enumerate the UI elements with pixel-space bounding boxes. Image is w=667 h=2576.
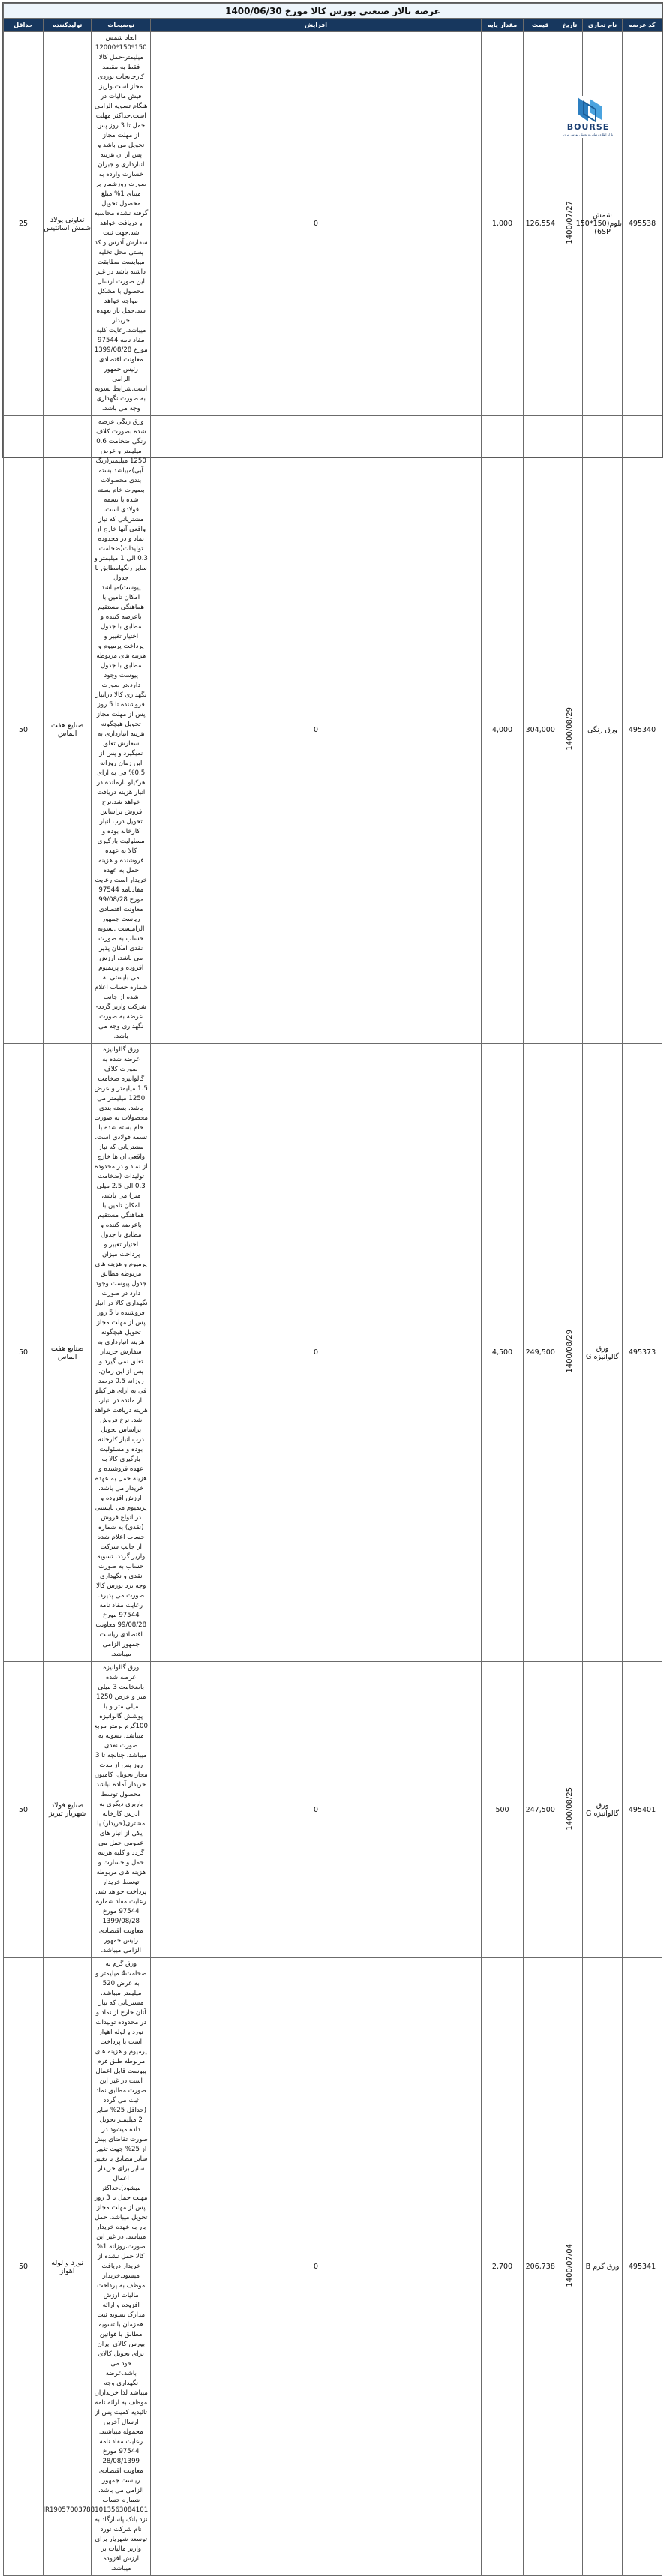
- header-trade-name: نام تجاری: [583, 19, 623, 32]
- table-row: [4, 1662, 662, 1958]
- price: 249,500: [524, 1044, 557, 1662]
- minimum: 50: [4, 1662, 44, 1958]
- header-code: کد عرضه: [623, 19, 662, 32]
- producer: صنایع فولاد شهریار تبریز: [44, 1662, 92, 1958]
- base-qty: 4,500: [481, 1044, 523, 1662]
- date-value: 1400/08/29: [566, 706, 575, 751]
- header-increase: افزایش: [151, 19, 482, 32]
- description: ورق رنگی عرضه شده بصورت کلاف رنگی ضخامت 0.6 میلیمتر و عرض 1250 میلیمتر(رنگ آبی)میباشد.بسته بندی محصولات بصورت خام بسته شده با تسمه فولادی است. مشتریانی که نیاز واقعی آنها خارج از نماد و در محدوده تولیدات(ضخامت 0.3 الی 1 میلیمتر و سایر رنگهامطابق با جدول پیوست)میباشد امکان تامین با هماهنگی مستقیم باعرضه کننده و مطابق با جدول اختیار تغییر و پرداخت پرمیوم و هزینه های مربوطه مطابق با جدول پیوست وجود دارد.در صورت نگهداری کالا درانبار فروشنده تا 5 روز پس از مهلت مجاز تحویل هیچگونه هزینه انبارداری به سفارش تعلق نمیگیرد و پس از این زمان روزانه 0.5% فی به ازای هرکیلو بارمانده در انبار هزینه دریافت خواهد شد.نرخ فروش براساس تحویل درب انبار کارخانه بوده و مسئولیت بارگیری کالا به عهده فروشنده و هزینه حمل به عهده خریدار است.رعایت مفادنامه 97544 مورخ 99/08/28 معاونت اقتصادی ریاست جمهور الزامیست .تسویه حساب به صورت نقدی امکان پذیر می باشد، ارزش افزوده و پریمیوم می بایستی به شماره حساب اعلام شده از جانب شرکت واریز گردد-عرضه به صورت نگهداری وجه می باشد.: [92, 416, 151, 1044]
- date-value: 1400/07/27: [566, 201, 575, 244]
- table-row: [4, 1044, 662, 1662]
- sheet-title-row: [4, 4, 662, 19]
- header-price: قیمت: [524, 19, 557, 32]
- base-qty: 500: [481, 1662, 523, 1958]
- offerings-sheet: [2, 2, 663, 2572]
- date-cell: [557, 1958, 583, 2576]
- description: ابعاد شمش 150*150*12000 میلیمتر-حمل کالا فقط به مقصد کارخانجات نوردی مجاز است.واریز فیش مالیات در هنگام تسویه الزامی است.حداکثر مهلت حمل تا 3 روز پس از مهلت مجاز تحویل می باشد و پس از آن هزینه انبارداری و جبران خسارت وارده به صورت روزشمار بر مبنای 1% مبلغ محصول تحویل گرفته نشده محاسبه و دریافت خواهد شد.جهت ثبت سفارش آدرس و کد پستی محل تخلیه میبایست مطابقت داشته باشد در غیر این صورت ارسال محصول با مشکل مواجه خواهد شد.حمل بار بعهده خریدار میباشد.رعایت کلیه مفاد نامه 97544 مورخ 1399/08/28 معاونت اقتصادی رئیس جمهور الزامی است.شرایط تسویه به صورت نگهداری وجه می باشد.: [92, 32, 151, 416]
- trade-name: ورق گالوانیزه G: [583, 1662, 623, 1958]
- description: ورق گالوانیزه عرضه شده باضخامت 3 میلی متر و عرض 1250 میلی متر و با پوشش گالوانیزه 100گرم برمتر مربع میباشد. تسویه به صورت نقدی میباشد. چنانچه تا 3 روز پس از مدت مجاز تحویل، کامیون خریدار آماده نباشد محصول توسط باربری دیگری به آدرس کارخانه مشتری(خریدار) یا یکی از انبار های عمومی حمل می گردد و کلیه هزینه حمل و خسارت و هزینه های مربوطه توسط خریدار پرداخت خواهد شد. رعایت مفاد شماره 97544 مورخ 1399/08/28 معاونت اقتصادی رئیس جمهور الزامی میباشد.: [92, 1662, 151, 1958]
- base-qty: 4,000: [481, 416, 523, 1044]
- date-value: 1400/07/04: [566, 2244, 575, 2287]
- table-row: [4, 416, 662, 1044]
- table-row: [4, 1958, 662, 2576]
- minimum: 50: [4, 416, 44, 1044]
- price: 247,500: [524, 1662, 557, 1958]
- price: 126,554: [524, 32, 557, 416]
- date-cell: [557, 416, 583, 1044]
- producer: تعاونی پولاد شمش اسانتیس: [44, 32, 92, 416]
- offer-code: 495341: [623, 1958, 662, 2576]
- sheet-title: عرضه تالار صنعتی بورس کالا مورخ 1400/06/30: [4, 4, 662, 19]
- trade-name: شمش بلوم(150*150 6SP): [583, 32, 623, 416]
- minimum: 50: [4, 1958, 44, 2576]
- date-value: 1400/08/29: [566, 1330, 575, 1373]
- header-description: توضیحات: [92, 19, 151, 32]
- producer: صنایع هفت الماس: [44, 416, 92, 1044]
- offerings-table: [3, 3, 662, 2576]
- base-qty: 2,700: [481, 1958, 523, 2576]
- offer-code: 495401: [623, 1662, 662, 1958]
- offer-code: 495373: [623, 1044, 662, 1662]
- increase: 0: [151, 1662, 482, 1958]
- header-base-qty: مقدار پایه: [481, 19, 523, 32]
- header-date: تاریخ: [557, 19, 583, 32]
- producer: صنایع هفت الماس: [44, 1044, 92, 1662]
- header-producer: تولیدکننده: [44, 19, 92, 32]
- increase: 0: [151, 416, 482, 1044]
- increase: 0: [151, 1958, 482, 2576]
- minimum: 50: [4, 1044, 44, 1662]
- producer: نورد و لوله اهواز: [44, 1958, 92, 2576]
- date-value: 1400/08/25: [566, 1786, 575, 1831]
- logo-subtext: بازار اطلاع رسانی و تحلیلی بورس ایران: [563, 133, 614, 136]
- description: ورق گالوانیزه عرضه شده به صورت کلاف گالوانیزه ضخامت 1.5 میلیمتر و عرض 1250 میلیمتر می باشد. بسته بندی محصولات به صورت خام بسته شده با تسمه فولادی است. مشتریانی که نیاز واقعی آن ها خارج از نماد و در محدوده تولیدات (ضخامت 0.3 الی 2.5 میلی متر) می باشد، امکان تامین با هماهنگی مستقیم باعرضه کننده و مطابق با جدول اختیار تغییر و پرداخت میزان پرمیوم و هزینه های مربوطه مطابق جدول پیوست وجود دارد در صورت نگهداری کالا در انبار فروشنده تا 5 روز پس از مهلت مجاز تحویل هیچگونه هزینه انبارداری به سفارش خریدار تعلق نمی گیرد و پس از این زمان، روزانه 0.5 درصد فی به ازای هر کیلو بار مانده در انبار، هزینه دریافت خواهد شد. نرخ فروش براساس تحویل درب انبار کارخانه بوده و مسئولیت بارگیری کالا به عهده فروشنده و هزینه حمل به عهده خریدار می باشد. ارزش افزوده و پریمیوم می بایستی در انواع فروش (نقدی) به شماره حساب اعلام شده از جانب شرکت واریز گردد. تسویه حساب به صورت نقدی و نگهداری وجه نزد بورس کالا صورت می پذیرد. رعایت مفاد نامه 97544 مورخ 99/08/28 معاونت اقتصادی ریاست جمهور الزامی میباشد.: [92, 1044, 151, 1662]
- bourse-logo: [555, 96, 621, 138]
- price: 206,738: [524, 1958, 557, 2576]
- header-row: [4, 19, 662, 32]
- minimum: 25: [4, 32, 44, 416]
- trade-name: ورق گرم B: [583, 1958, 623, 2576]
- offer-code: 495538: [623, 32, 662, 416]
- logo-text: BOURSE: [566, 122, 610, 132]
- offer-code: 495340: [623, 416, 662, 1044]
- increase: 0: [151, 1044, 482, 1662]
- date-cell: [557, 1044, 583, 1662]
- trade-name: ورق گالوانیزه G: [583, 1044, 623, 1662]
- increase: 0: [151, 32, 482, 416]
- header-minimum: حداقل: [4, 19, 44, 32]
- base-qty: 1,000: [481, 32, 523, 416]
- date-cell: [557, 1662, 583, 1958]
- table-row: [4, 32, 662, 416]
- trade-name: ورق رنگی: [583, 416, 623, 1044]
- description: ورق گرم به ضخامت4 میلیمتر و به عرض 520 میلیمتر میباشد. مشتریانی که نیاز آنان خارج از نماد و در محدوده تولیدات نورد و لوله اهواز است با پرداخت پرمیوم و هزینه های مربوطه طبق فرم پیوست قابل اعمال است در غیر این صورت مطابق نماد ثبت می گردد (حداقل 25% سایز 2 میلیمتر تحویل داده میشود در صورت تقاضای بیش از 25% جهت تغییر سایز مطابق با تغییر سایز برای خریدار اعمال میشود).حداکثر مهلت حمل تا 3 روز پس از مهلت مجاز تحویل میباشد. حمل بار به عهده خریدار میباشد. در غیر این صورت،روزانه 1% کالا حمل نشده از خریدار دریافت میشود.خریدار موظف به پرداخت مالیات ارزش افزوده و ارائه مدارک تسویه ثبت همزمان با تسویه مطابق با قوانین بورس کالای ایران برای تحویل کالای خود می باشد.عرضه نگهداری وجه میباشد لذا خریداران موظف به ارائه نامه تائیدیه کمیت پس از ارسال آخرین محموله میباشند. رعایت مفاد نامه 97544 مورخ 28/08/1399 معاونت اقتصادی ریاست جمهور الزامی می باشد. شماره حساب IR190570037881013563084101 نزد بانک پاسارگاد به نام شرکت نورد توسعه شهریار برای واریز مالیات بر ارزش افزوده میباشد.: [92, 1958, 151, 2576]
- price: 304,000: [524, 416, 557, 1044]
